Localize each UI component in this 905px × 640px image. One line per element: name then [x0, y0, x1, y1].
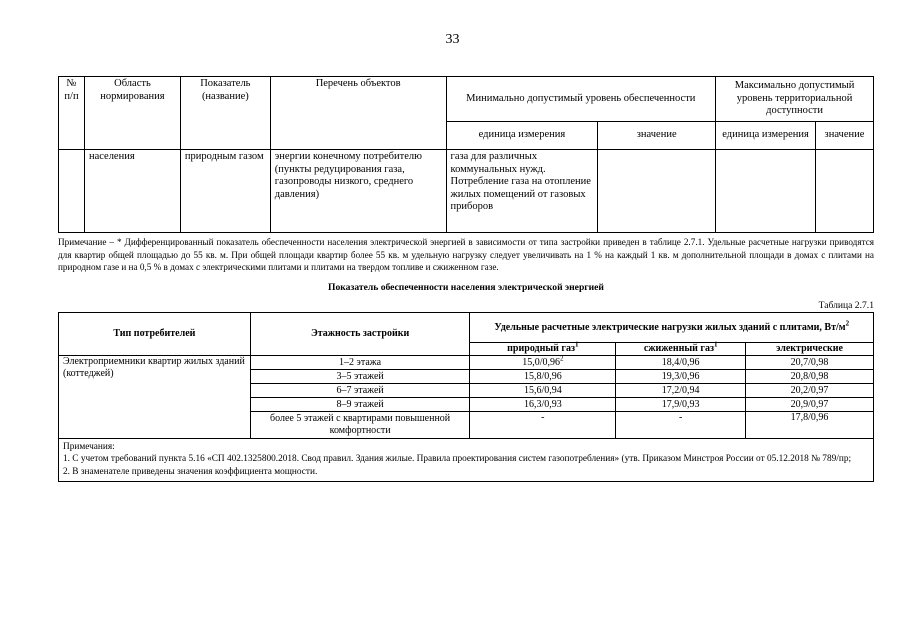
cell-floors: 3–5 этажей [250, 370, 470, 384]
cell-gas-sup: 2 [559, 354, 564, 363]
header-indicator: Показатель (название) [180, 77, 270, 150]
notes-title: Примечания: [63, 442, 115, 452]
header-loads-text: Удельные расчетные электрические нагрузки жилых зданий с плитами, Вт/м [494, 321, 846, 333]
standards-table [58, 76, 874, 233]
header-gas-sup: 1 [574, 340, 579, 349]
table-row [59, 150, 874, 233]
cell-max-unit [716, 150, 816, 233]
cell-max-value [815, 150, 873, 233]
cell-unit: газа для различных коммунальных нужд. Потребление газа на отопление жилых помещений от газовых приборов [446, 150, 598, 233]
header-max-value: значение [815, 122, 873, 150]
cell-floors: 6–7 этажей [250, 384, 470, 398]
table-row [59, 356, 874, 370]
page-number: 33 [445, 32, 460, 47]
cell-gas: 15,8/0,96 [470, 370, 616, 384]
header-gas [470, 340, 616, 356]
header-unit: единица измерения [446, 122, 598, 150]
notes-item-1: 1. С учетом требований пункта 5.16 «СП 402.1325800.2018. Свод правил. Здания жилые. Правила проектирования систем газопотребления» (утв. Приказом Минстроя России от 05.12.2018 № 789/пр; [63, 454, 852, 465]
header-floors: Этажность застройки [250, 313, 470, 356]
header-loads-sup: 2 [845, 319, 850, 328]
cell-floors: 1–2 этажа [250, 356, 470, 370]
electric-load-table [58, 312, 874, 482]
cell-lpg: - [616, 412, 746, 439]
cell-lpg: 17,9/0,93 [616, 398, 746, 412]
header-lpg-text: сжиженный газ [643, 343, 714, 354]
cell-indicator: природным газом [180, 150, 270, 233]
header-lpg [616, 340, 746, 356]
cell-objects: энергии конечному потребителю (пункты редуцирования газа, газопроводы низкого, среднего давления) [270, 150, 446, 233]
cell-electric: 17,8/0,96 [746, 412, 874, 439]
header-objects: Перечень объектов [270, 77, 446, 150]
header-consumer: Тип потребителей [59, 313, 251, 356]
header-max-unit: единица измерения [716, 122, 816, 150]
header-electric: электрические [746, 343, 874, 356]
cell-lpg: 18,4/0,96 [616, 356, 746, 370]
cell-lpg: 19,3/0,96 [616, 370, 746, 384]
table-title: Показатель обеспеченности населения электрической энергией [328, 282, 604, 293]
cell-gas: - [470, 412, 616, 439]
table-label: Таблица 2.7.1 [818, 300, 874, 311]
cell-electric: 20,2/0,97 [746, 384, 874, 398]
note-text: Примечание – * Дифференцированный показатель обеспеченности населения электрической энергией в зависимости от типа застройки приведен в таблице 2.7.1. Удельные расчетные нагрузки приводятся для квартир общей площадью до 55 кв. м. При общей площади квартир более 55 кв. м удельную нагрузку следует увеличивать на 1 % на каждый 1 кв. м дополнительной площади в домах с плитами на природном газе и на 0,5 % в домах с электрическими плитами и плитами на твердом топливе и сжиженном газе. [58, 237, 874, 272]
cell-electric: 20,8/0,98 [746, 370, 874, 384]
header-loads [470, 313, 874, 343]
cell-electric: 20,7/0,98 [746, 356, 874, 370]
header-max-level: Максимально допустимый уровень территориальной доступности [716, 77, 874, 122]
cell-gas-value: 15,0/0,96 [522, 356, 560, 368]
cell-num [59, 150, 85, 233]
cell-gas: 15,6/0,94 [470, 384, 616, 398]
notes-item-2: 2. В знаменателе приведены значения коэффициента мощности. [63, 466, 318, 477]
header-min-level: Минимально допустимый уровень обеспеченности [446, 77, 716, 122]
cell-value [598, 150, 716, 233]
cell-floors: 8–9 этажей [250, 398, 470, 412]
header-num: № п/п [59, 77, 85, 150]
table-notes [59, 439, 874, 482]
cell-lpg: 17,2/0,94 [616, 384, 746, 398]
cell-electric: 20,9/0,97 [746, 398, 874, 412]
header-lpg-sup: 1 [713, 340, 718, 349]
header-value: значение [598, 122, 716, 150]
cell-consumer: Электроприемники квартир жилых зданий (коттеджей) [59, 356, 251, 439]
cell-area: населения [84, 150, 180, 233]
cell-gas: 16,3/0,93 [470, 398, 616, 412]
cell-gas [470, 356, 616, 370]
header-area: Область нормирования [84, 77, 180, 150]
cell-floors: более 5 этажей с квартирами повышенной комфортности [250, 412, 470, 439]
header-gas-text: природный газ [507, 343, 575, 354]
